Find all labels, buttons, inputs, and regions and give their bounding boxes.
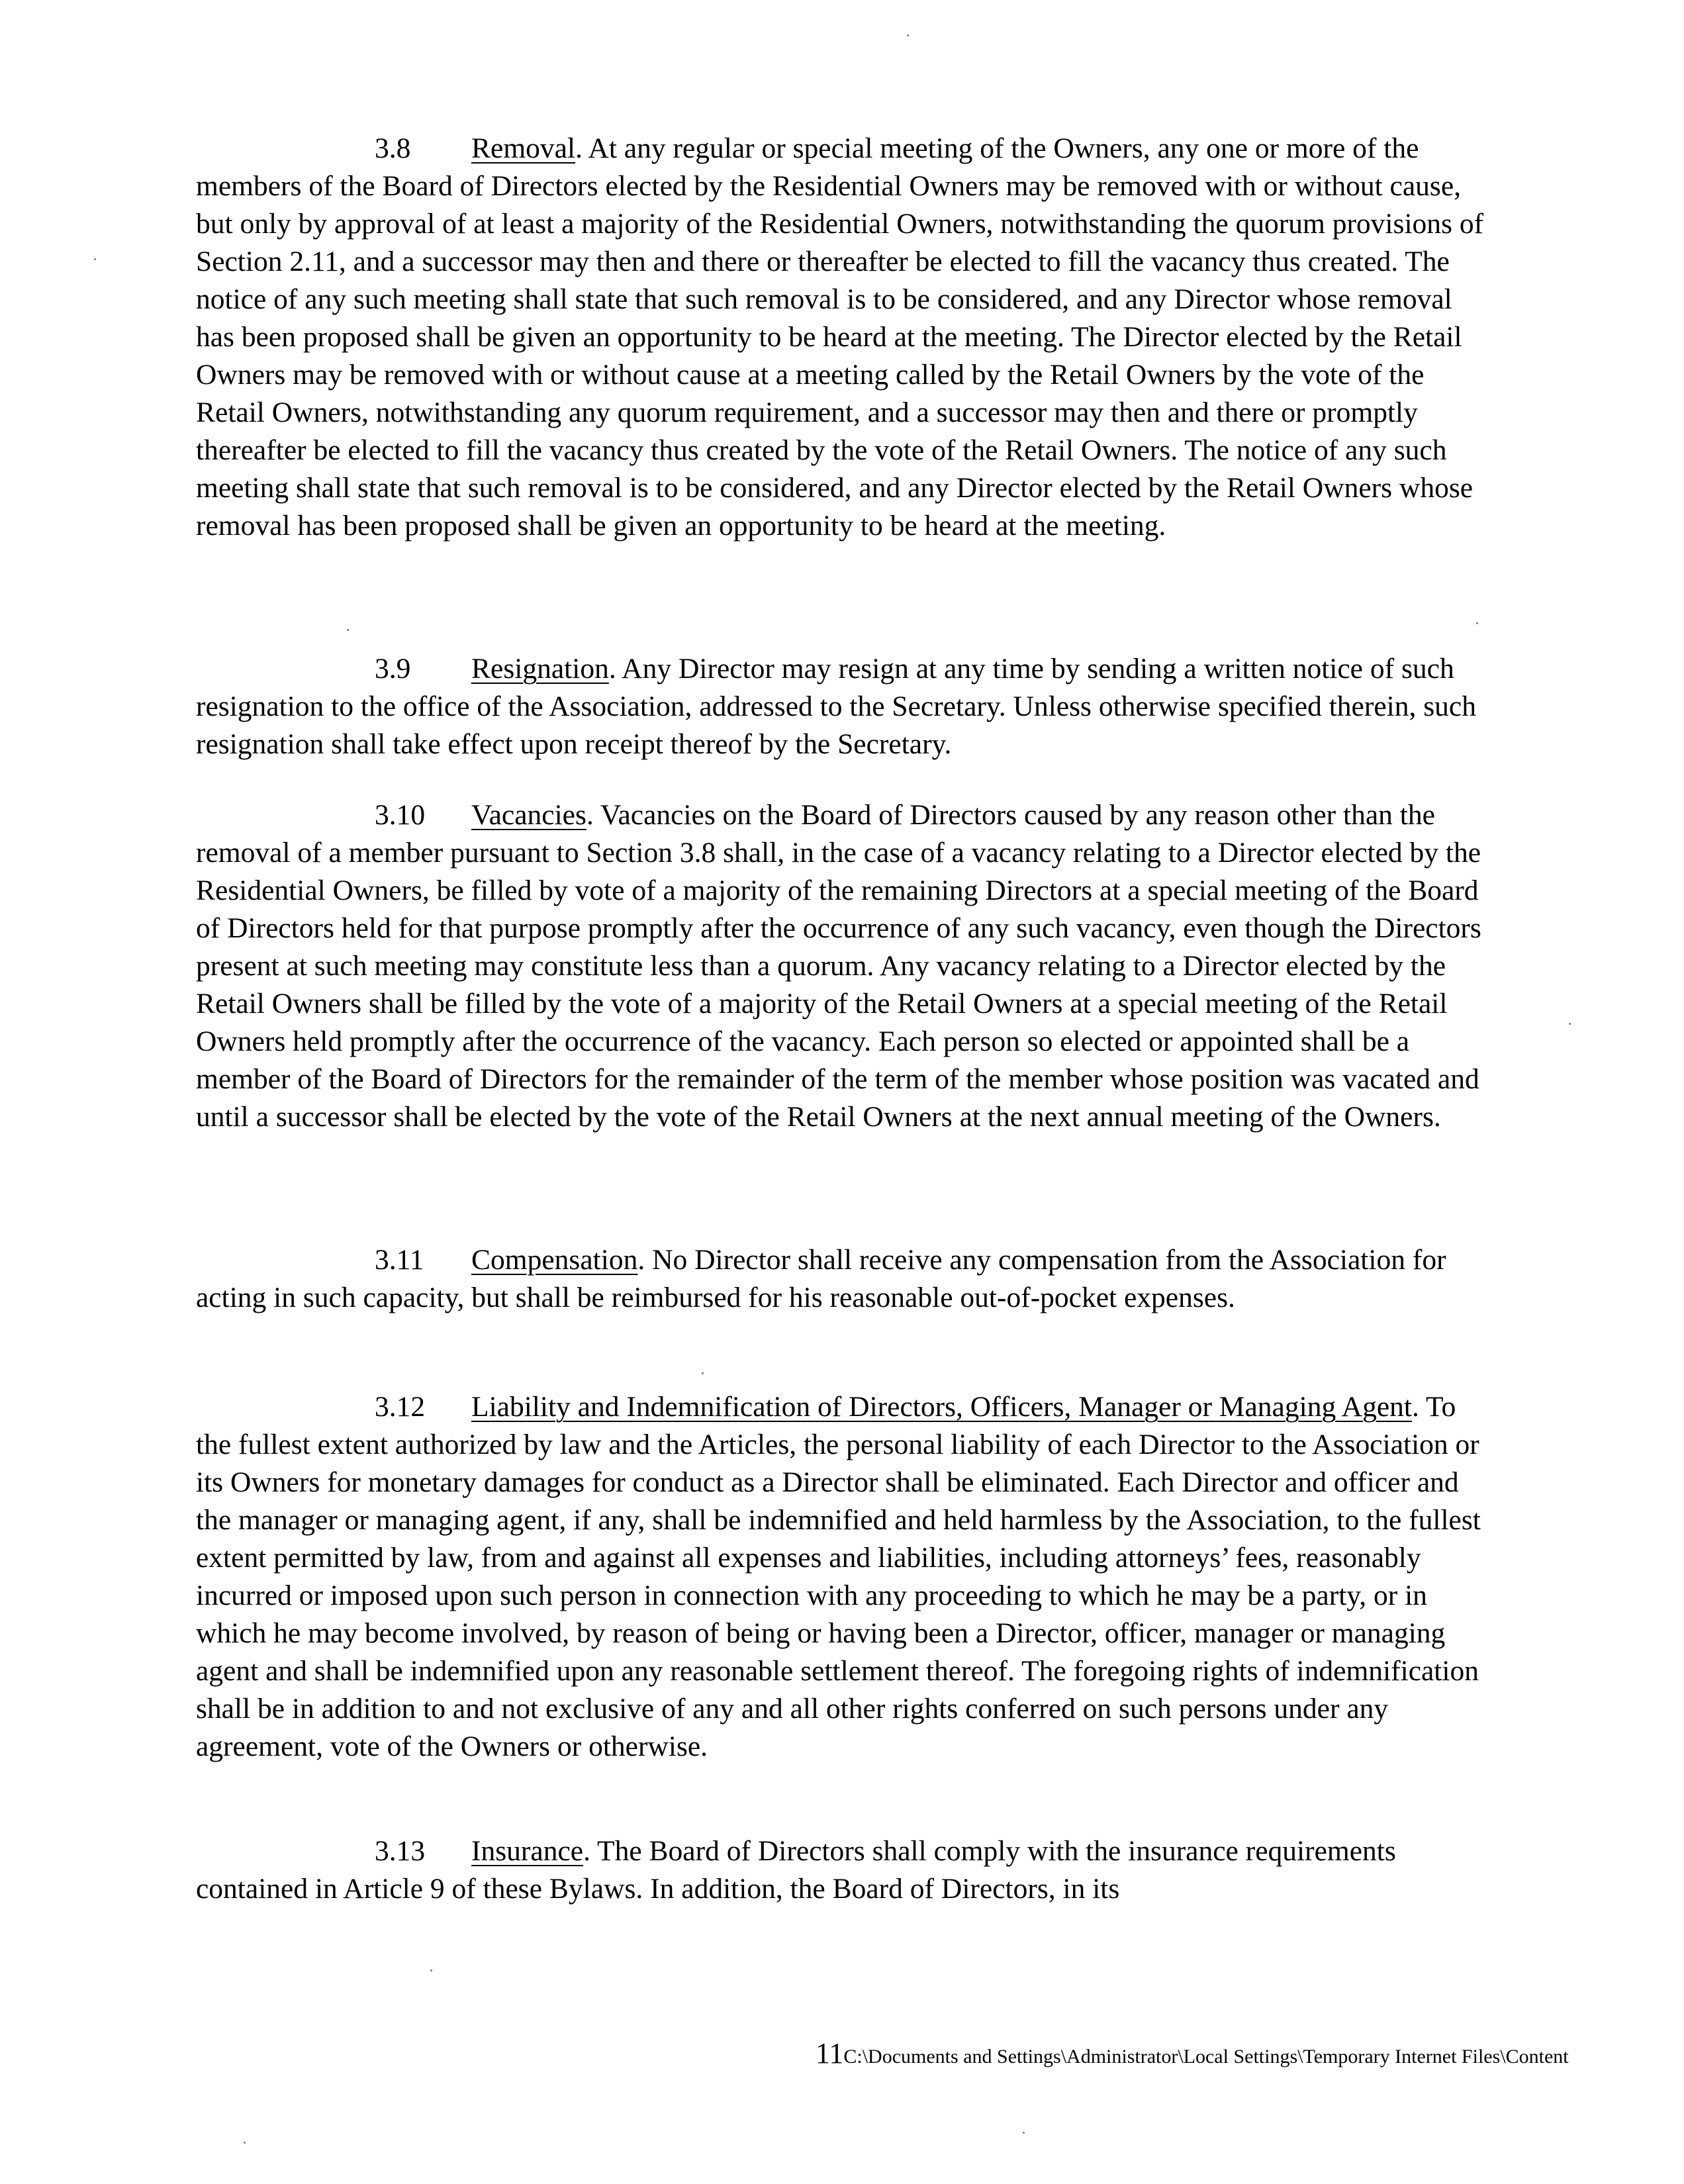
section-body: . The Board of Directors shall comply with the insurance requirements contained in Article 9 of these Bylaws. In addition, the Board of Directors, in its <box>196 1835 1396 1905</box>
section-3-11 <box>196 1241 1493 1317</box>
section-number: 3.9 <box>375 653 411 685</box>
scan-speck <box>907 34 909 36</box>
scan-speck <box>244 2142 246 2144</box>
scan-speck <box>94 258 96 260</box>
section-heading: Liability and Indemnification of Directors, Officers, Manager or Managing Agent <box>471 1391 1412 1423</box>
page-number: 11 <box>816 2037 844 2069</box>
section-heading: Compensation <box>471 1244 638 1276</box>
section-number: 3.11 <box>375 1244 424 1276</box>
scan-speck <box>1476 622 1478 624</box>
scan-speck <box>1023 2132 1025 2134</box>
scan-speck <box>430 1970 432 1971</box>
section-heading: Vacancies <box>471 799 586 831</box>
section-3-13 <box>196 1832 1493 1908</box>
section-body: . Vacancies on the Board of Directors caused by any reason other than the removal of a member pursuant to Section 3.8 shall, in the case of a vacancy relating to a Director elected by the Residential Owners, be filled by vote of a majority of the remaining Directors at a special meeting of the Board of Directors held for that purpose promptly after the occurrence of any such vacancy, even though the Directors present at such meeting may constitute less than a quorum. Any vacancy relating to a Director elected by the Retail Owners shall be filled by the vote of a majority of the Retail Owners at a special meeting of the Retail Owners held promptly after the occurrence of the vacancy. Each person so elected or appointed shall be a member of the Board of Directors for the remainder of the term of the member whose position was vacated and until a successor shall be elected by the vote of the Retail Owners at the next annual meeting of the Owners. <box>196 799 1481 1133</box>
scan-speck <box>1569 1023 1571 1025</box>
section-body: . At any regular or special meeting of the Owners, any one or more of the members of the Board of Directors elected by the Residential Owners may be removed with or without cause, but only by approval of at least a majority of the Residential Owners, notwithstanding the quorum provisions of Section 2.11, and a successor may then and there or thereafter be elected to fill the vacancy thus created. The notice of any such meeting shall state that such removal is to be considered, and any Director whose removal has been proposed shall be given an opportunity to be heard at the meeting. The Director elected by the Retail Owners may be removed with or without cause at a meeting called by the Retail Owners by the vote of the Retail Owners, notwithstanding any quorum requirement, and a successor may then and there or promptly thereafter be elected to fill the vacancy thus created by the vote of the Retail Owners. The notice of any such meeting shall state that such removal is to be considered, and any Director elected by the Retail Owners whose removal has been proposed shall be given an opportunity to be heard at the meeting. <box>196 132 1484 542</box>
section-heading: Resignation <box>471 653 609 685</box>
section-3-9 <box>196 650 1493 763</box>
section-number: 3.13 <box>375 1835 426 1867</box>
section-3-10 <box>196 796 1493 1136</box>
section-body: . Any Director may resign at any time by sending a written notice of such resignation to the office of the Association, addressed to the Secretary. Unless otherwise specified therein, such resignation shall take effect upon receipt thereof by the Secretary. <box>196 653 1476 760</box>
scan-speck <box>347 629 349 631</box>
section-heading: Insurance <box>471 1835 584 1867</box>
section-number: 3.10 <box>375 799 426 831</box>
section-3-8 <box>196 130 1493 545</box>
file-path: C:\Documents and Settings\Administrator\Local Settings\Temporary Internet Files\Content <box>843 2046 1569 2067</box>
section-number: 3.12 <box>375 1391 426 1423</box>
section-body: . No Director shall receive any compensation from the Association for acting in such capacity, but shall be reimbursed for his reasonable out-of-pocket expenses. <box>196 1244 1446 1313</box>
section-3-12 <box>196 1388 1493 1766</box>
scan-speck <box>702 1372 704 1374</box>
section-body: . To the fullest extent authorized by law and the Articles, the personal liability of each Director to the Association or its Owners for monetary damages for conduct as a Director shall be eliminated. Each Director and officer and the manager or managing agent, if any, shall be indemnified and held harmless by the Association, to the fullest extent permitted by law, from and against all expenses and liabilities, including attorneys’ fees, reasonably incurred or imposed upon such person in connection with any proceeding to which he may be a party, or in which he may become involved, by reason of being or having been a Director, officer, manager or managing agent and shall be indemnified upon any reasonable settlement thereof. The foregoing rights of indemnification shall be in addition to and not exclusive of any and all other rights conferred on such persons under any agreement, vote of the Owners or otherwise. <box>196 1391 1481 1762</box>
section-number: 3.8 <box>375 132 411 164</box>
section-heading: Removal <box>471 132 576 164</box>
page-footer <box>816 2039 1650 2071</box>
